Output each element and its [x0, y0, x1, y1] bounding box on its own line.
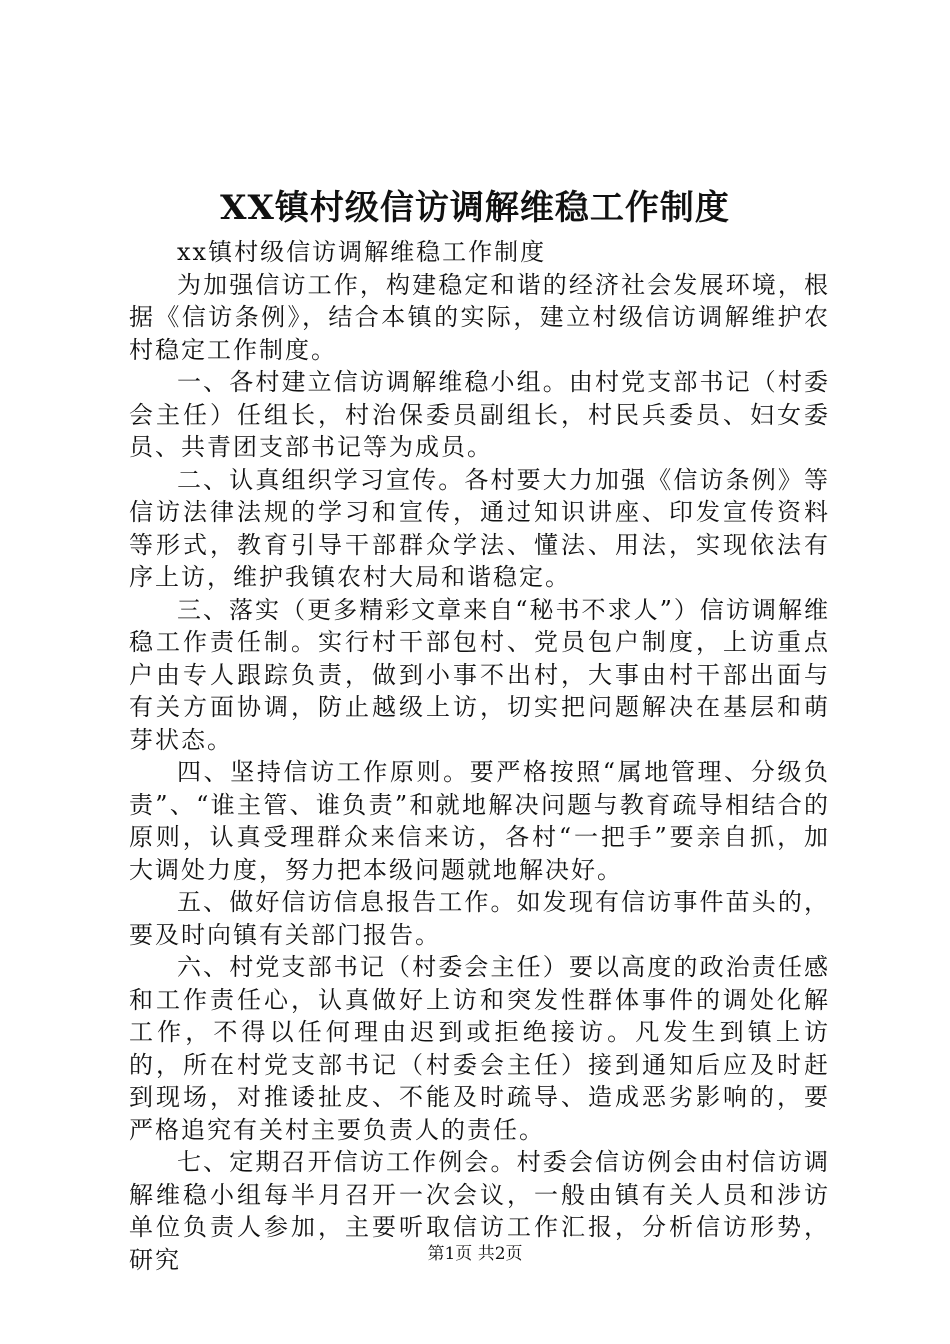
paragraph-item-1: 一、各村建立信访调解维稳小组。由村党支部书记（村委会主任）任组长，村治保委员副组长，村民兵委员、妇女委员、共青团支部书记等为成员。: [129, 368, 830, 461]
paragraph-item-6: 六、村党支部书记（村委会主任）要以高度的政治责任感和工作责任心，认真做好上访和突发性群体事件的调处化解工作，不得以任何理由迟到或拒绝接访。凡发生到镇上访的，所在村党支部书记（村委会主任）接到通知后应及时赶到现场，对推诿扯皮、不能及时疏导、造成恶劣影响的，要严格追究有关村主要负责人的责任。: [129, 953, 830, 1144]
document-title: XX镇村级信访调解维稳工作制度: [220, 188, 730, 228]
paragraph-intro: 为加强信访工作，构建稳定和谐的经济社会发展环境，根据《信访条例》，结合本镇的实际，建立村级信访调解维护农村稳定工作制度。: [129, 270, 830, 364]
paragraph-item-2: 二、认真组织学习宣传。各村要大力加强《信访条例》等信访法律法规的学习和宣传，通过知识讲座、印发宣传资料等形式，教育引导干部群众学法、懂法、用法，实现依法有序上访，维护我镇农村大局和谐稳定。: [129, 465, 830, 591]
paragraph-item-3: 三、落实（更多精彩文章来自“秘书不求人”）信访调解维稳工作责任制。实行村干部包村、党员包户制度，上访重点户由专人跟踪负责，做到小事不出村，大事由村干部出面与有关方面协调，防止越级上访，切实把问题解决在基层和萌芽状态。: [129, 595, 830, 754]
paragraph-item-4: 四、坚持信访工作原则。要严格按照“属地管理、分级负责”、“谁主管、谁负责”和就地解决问题与教育疏导相结合的原则，认真受理群众来信来访，各村“一把手”要亲自抓，加大调处力度，努力把本级问题就地解决好。: [129, 758, 830, 884]
paragraph-subtitle: xx镇村级信访调解维稳工作制度: [177, 238, 547, 266]
document-body: [129, 236, 830, 1276]
paragraph-item-5: 五、做好信访信息报告工作。如发现有信访事件苗头的，要及时向镇有关部门报告。: [129, 888, 830, 949]
paragraph-item-7: 七、定期召开信访工作例会。村委会信访例会由村信访调解维稳小组每半月召开一次会议，一般由镇有关人员和涉访单位负责人参加，主要听取信访工作汇报，分析信访形势，研究: [129, 1148, 830, 1274]
page-footer: 第1页 共2页: [427, 1244, 523, 1264]
